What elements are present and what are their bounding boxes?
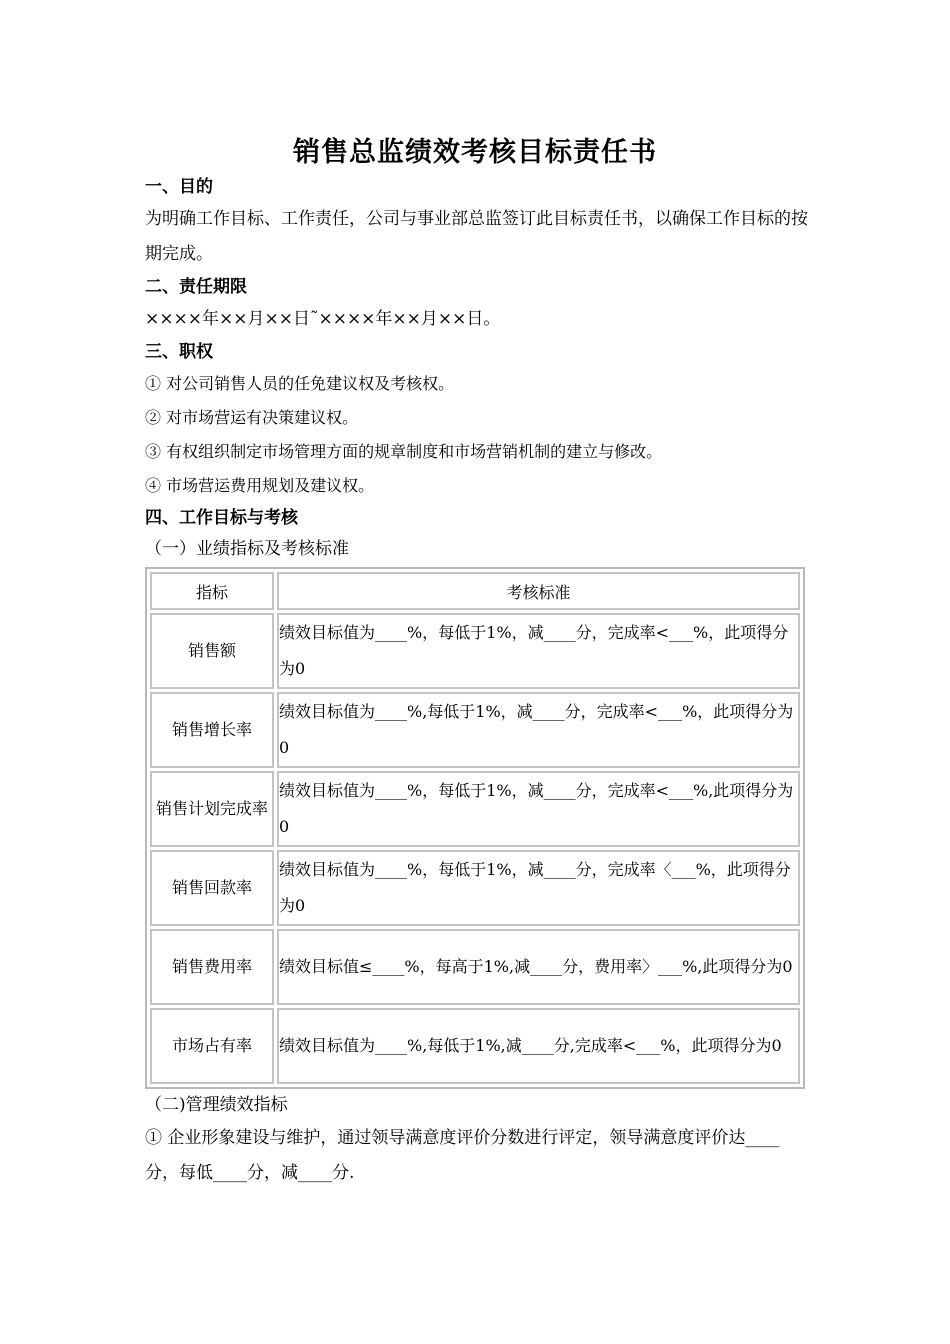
management-subtitle: （二)管理绩效指标 (145, 1095, 288, 1115)
performance-subtitle: （一）业绩指标及考核标准 (145, 539, 349, 559)
authority-item: ① 对公司销售人员的任免建议权及考核权。 (145, 374, 455, 393)
indicator-standard: 绩效目标值为____%，每低于1%，减____分，完成率<___%,此项得分为0 (277, 771, 800, 847)
management-item: ① 企业形象建设与维护，通过领导满意度评价分数进行评定，领导满意度评价达____分，每低____分，减____分. (145, 1128, 780, 1183)
indicator-standard: 绩效目标值为____%，每低于1%，减____分，完成率<___%，此项得分为0 (277, 613, 800, 689)
purpose-text: 为明确工作目标、工作责任，公司与事业部总监签订此目标责任书，以确保工作目标的按期完成。 (145, 209, 808, 264)
indicator-name: 销售回款率 (150, 850, 274, 926)
table-header-standard: 考核标准 (277, 572, 800, 610)
kpi-table (145, 567, 805, 1089)
period-text: ××××年××月××日˜××××年××月××日。 (145, 309, 501, 329)
section-heading-authority: 三、职权 (145, 342, 213, 362)
indicator-standard: 绩效目标值≤____%，每高于1%,减____分，费用率〉___%,此项得分为0 (277, 929, 800, 1005)
indicator-standard: 绩效目标值为____%,每低于1%,减____分,完成率<___%，此项得分为0 (277, 1008, 800, 1084)
authority-item: ④ 市场营运费用规划及建议权。 (145, 476, 375, 495)
section-heading-goals: 四、工作目标与考核 (145, 508, 298, 528)
table-row (150, 929, 800, 1005)
section-heading-period: 二、责任期限 (145, 277, 247, 297)
indicator-name: 销售计划完成率 (150, 771, 274, 847)
table-row (150, 771, 800, 847)
indicator-name: 销售费用率 (150, 929, 274, 1005)
indicator-standard: 绩效目标值为____%，每低于1%，减____分，完成率〈___%，此项得分为0 (277, 850, 800, 926)
section-heading-purpose: 一、目的 (145, 177, 213, 197)
indicator-name: 销售增长率 (150, 692, 274, 768)
table-header-indicator: 指标 (150, 572, 274, 610)
authority-item: ③ 有权组织制定市场管理方面的规章制度和市场营销机制的建立与修改。 (145, 442, 663, 461)
table-row (150, 850, 800, 926)
document-body (145, 172, 810, 1191)
table-row (150, 692, 800, 768)
authority-item: ② 对市场营运有决策建议权。 (145, 408, 359, 427)
table-row (150, 1008, 800, 1084)
table-row (150, 613, 800, 689)
indicator-name: 销售额 (150, 613, 274, 689)
indicator-name: 市场占有率 (150, 1008, 274, 1084)
indicator-standard: 绩效目标值为____%,每低于1%，减____分，完成率<___%，此项得分为0 (277, 692, 800, 768)
document-title: 销售总监绩效考核目标责任书 (293, 137, 657, 168)
